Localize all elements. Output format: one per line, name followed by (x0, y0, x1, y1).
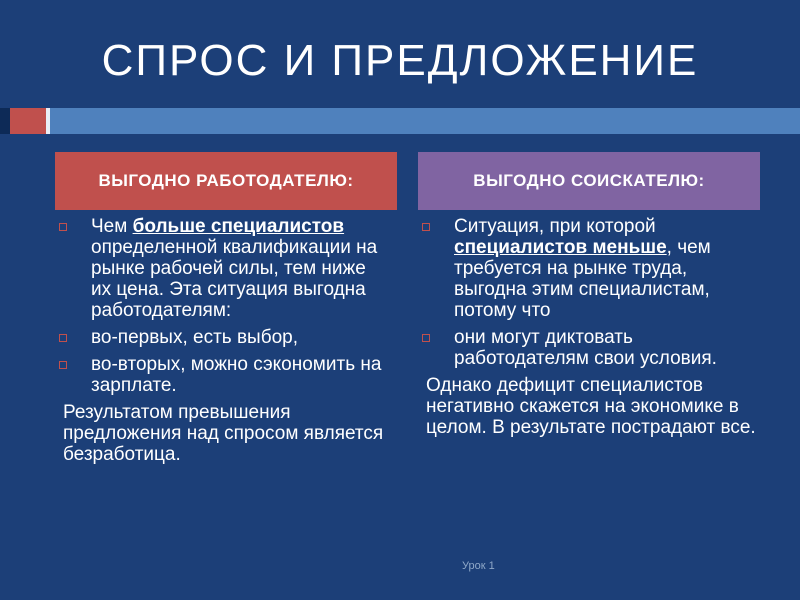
employer-conclusion: Результатом превышения предложения над спросом является безработица. (63, 402, 384, 465)
decor-bar-red (10, 108, 46, 134)
bullet-text-pre: Чем (91, 216, 133, 237)
bullet-text-pre: Ситуация, при которой (454, 216, 656, 237)
square-bullet-icon (422, 334, 430, 342)
square-bullet-icon (422, 223, 430, 231)
applicant-header: ВЫГОДНО СОИСКАТЕЛЮ: (418, 152, 760, 210)
bullet-text-post: определенной квалификации на рынке рабочей силы, тем ниже их цена. Эта ситуация выгодна работодателям: (91, 237, 378, 321)
employer-header: ВЫГОДНО РАБОТОДАТЕЛЮ: (55, 152, 397, 210)
employer-column (55, 216, 385, 465)
decor-bar-blue (50, 108, 800, 134)
employer-bullet-1 (55, 216, 385, 321)
square-bullet-icon (59, 361, 67, 369)
footer-label: Урок 1 (462, 560, 495, 572)
bullet-text-emphasis: больше специалистов (132, 216, 345, 237)
bullet-text: во-первых, есть выбор, (91, 327, 298, 348)
applicant-conclusion: Однако дефицит специалистов негативно скажется на экономике в целом. В результате пострадают все. (426, 375, 756, 438)
bullet-text: они могут диктовать работодателям свои условия. (454, 327, 717, 369)
square-bullet-icon (59, 334, 67, 342)
bullet-text: во-вторых, можно сэкономить на зарплате. (91, 354, 382, 396)
slide-title: СПРОС И ПРЕДЛОЖЕНИЕ (101, 36, 699, 85)
applicant-column (418, 216, 758, 438)
applicant-bullet-1 (418, 216, 758, 321)
applicant-bullet-2 (418, 327, 758, 369)
bullet-text-post: , чем требуется на рынке труда, выгодна этим специалистам, потому что (454, 237, 711, 321)
employer-bullet-3 (55, 354, 385, 396)
decor-bar-dark (0, 108, 10, 134)
square-bullet-icon (59, 223, 67, 231)
employer-bullet-2 (55, 327, 385, 348)
bullet-text-emphasis: специалистов меньше (454, 237, 667, 258)
